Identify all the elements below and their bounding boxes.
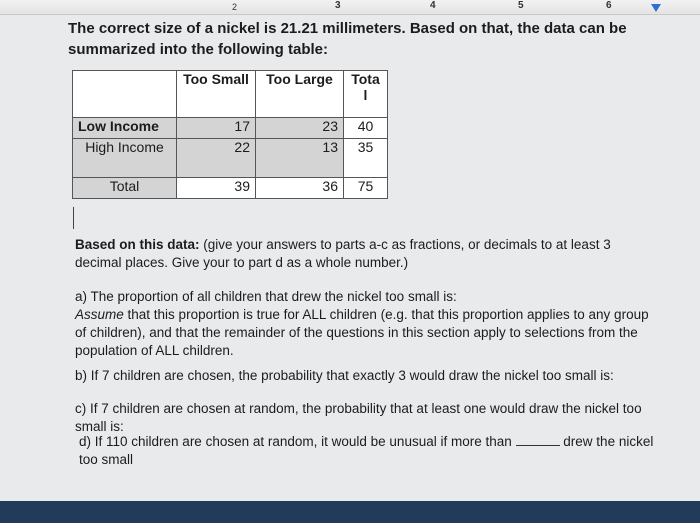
table-cell: 23	[256, 118, 344, 139]
table-cell: 75	[344, 178, 388, 199]
question-d-start: d) If 110 children are chosen at random, it would be unusual if more than	[79, 434, 512, 449]
question-b: b) If 7 children are chosen, the probability that exactly 3 would draw the nickel too small is:	[75, 368, 614, 383]
row-label: Low Income	[73, 118, 177, 139]
assume-word: Assume	[75, 307, 124, 322]
ruler-label: 2	[232, 2, 238, 12]
question-c: c) If 7 children are chosen at random, the probability that at least one would draw the nickel too small is:	[75, 401, 642, 434]
table-row	[73, 178, 388, 199]
problem-statement: The correct size of a nickel is 21.21 millimeters. Based on that, the data can be summarized into the following table:	[68, 20, 627, 58]
table-row	[73, 139, 388, 178]
table-corner-cell	[73, 71, 177, 118]
row-label: Total	[73, 178, 177, 199]
instructions	[75, 236, 655, 272]
table-cell: 22	[177, 139, 256, 178]
header-total: Tota l	[344, 71, 388, 118]
table-header-row	[73, 71, 388, 118]
bottom-toolbar	[0, 501, 700, 523]
header-too-small: Too Small	[177, 71, 256, 118]
instructions-lead: Based on this data:	[75, 237, 200, 252]
ruler-number: 6	[606, 0, 612, 11]
ruler-number: 5	[518, 0, 524, 11]
ruler-number: 4	[430, 0, 436, 11]
instructions-body: (give your answers to parts a-c as fractions, or decimals to at least 3 decimal places. Give your to part d as a whole number.)	[75, 237, 611, 270]
question-d	[79, 433, 659, 469]
table-cell: 13	[256, 139, 344, 178]
header-too-large: Too Large	[256, 71, 344, 118]
question-d-end: drew the nickel too small	[79, 434, 654, 467]
table-cell: 40	[344, 118, 388, 139]
data-table	[72, 70, 388, 199]
question-a: a) The proportion of all children that drew the nickel too small is:	[75, 289, 457, 304]
ruler-number: 3	[335, 0, 341, 11]
table-row	[73, 118, 388, 139]
table-cell: 35	[344, 139, 388, 178]
margin-line	[73, 207, 74, 229]
table-cell: 17	[177, 118, 256, 139]
row-label: High Income	[73, 139, 177, 178]
document-ruler[interactable]	[0, 0, 700, 15]
indent-marker-icon[interactable]	[651, 4, 661, 12]
table-cell: 39	[177, 178, 256, 199]
question-a-note	[75, 306, 655, 360]
table-cell: 36	[256, 178, 344, 199]
assumption-text: that this proportion is true for ALL children (e.g. that this proportion applies to any group of children), and that the remainder of the questions in this section apply to selections from the population of ALL children.	[75, 307, 649, 358]
answer-blank[interactable]	[516, 433, 560, 446]
